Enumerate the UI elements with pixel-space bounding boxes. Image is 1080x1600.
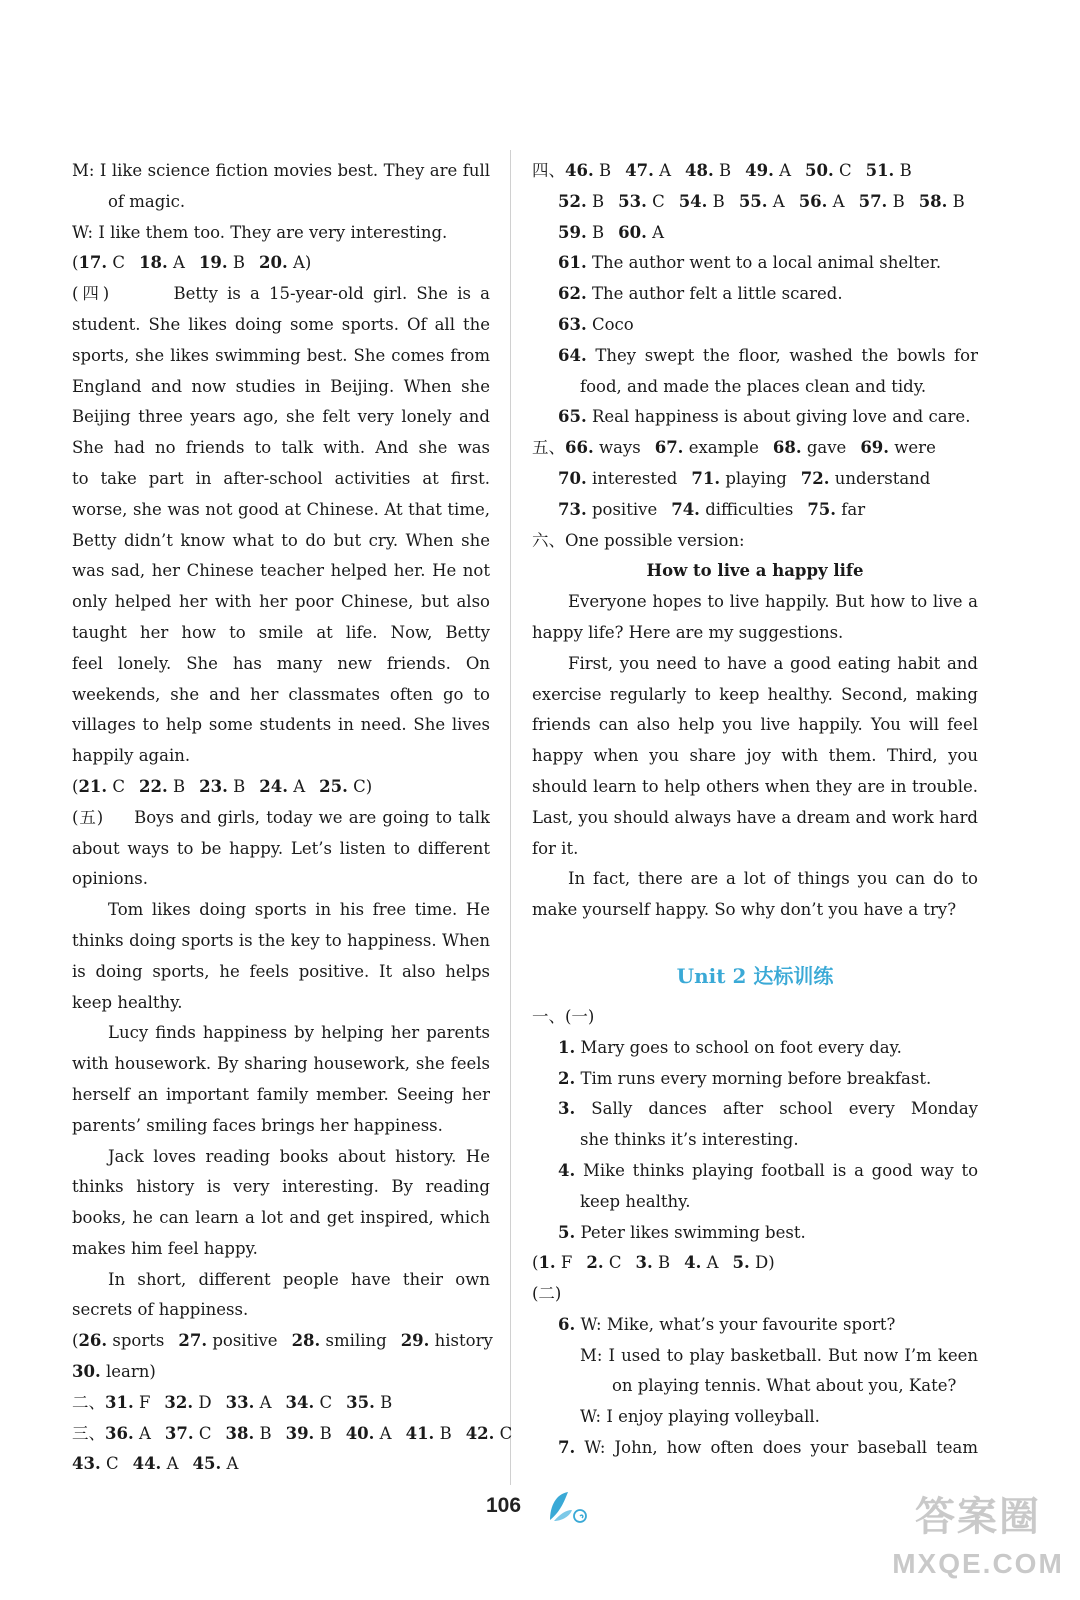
listening-item-cont: keep healthy.: [580, 1191, 691, 1211]
passage-line: worse, she was not good at Chinese. At that time,: [72, 499, 490, 519]
answer-key-section-3: 三、36. A 37. C 38. B 39. B 40. A 41. B 42. C: [72, 1423, 513, 1443]
listening-item: 4. Mike thinks playing football is a good way to: [558, 1160, 978, 1180]
listening-item: 1. Mary goes to school on foot every day.: [558, 1037, 902, 1057]
passage-line: In short, different people have their own: [108, 1269, 490, 1289]
watermark-logo: [888, 1490, 1068, 1596]
writing-section-label: 六、One possible version:: [532, 530, 745, 550]
watermark-text: 答案圈: [915, 1494, 1041, 1540]
section-marker: 四、: [532, 161, 565, 180]
passage-line: weekends, she and her classmates often go to: [72, 684, 490, 704]
dialogue-line: 6. W: Mike, what’s your favourite sport?: [558, 1314, 896, 1334]
right-column: [532, 156, 978, 1464]
essay-line: First, you need to have a good eating habit and: [568, 653, 978, 673]
answer-key-section-5-cont: 70. interested 71. playing 72. understand: [558, 468, 931, 488]
passage-line: to take part in after-school activities at first.: [72, 468, 490, 488]
essay-line: for it.: [532, 838, 579, 858]
listening-item: 5. Peter likes swimming best.: [558, 1222, 806, 1242]
answer-key-section-4-cont: 52. B 53. C 54. B 55. A 56. A 57. B 58. B: [558, 191, 965, 211]
section-marker: 三、: [72, 1423, 105, 1443]
answer-61: 61. The author went to a local animal shelter.: [558, 253, 942, 273]
passage-line: secrets of happiness.: [72, 1300, 249, 1320]
essay-line: happy when you share joy with them. Third, you: [532, 746, 978, 766]
answer-key-section-5: 五、66. ways 67. example 68. gave 69. were: [532, 438, 936, 458]
listening-item: 2. Tim runs every morning before breakfast.: [558, 1068, 932, 1088]
passage-line: books, he can learn a lot and get inspired, which: [72, 1208, 490, 1228]
listening-item-cont: she thinks it’s interesting.: [580, 1130, 799, 1150]
section-marker: 六、: [532, 530, 565, 550]
answer-key-section-4-cont: 59. B 60. A: [558, 222, 664, 242]
section-marker: 五、: [532, 438, 565, 458]
passage-line: parents’ smiling faces brings her happiness.: [72, 1115, 443, 1135]
passage-line: student. She likes doing some sports. Of all the: [72, 314, 490, 334]
dialogue-line: M: I like science fiction movies best. They are full: [72, 161, 490, 180]
dialogue-line: on playing tennis. What about you, Kate?: [612, 1376, 957, 1396]
essay-line: friends can also help you live happily. You will feel: [532, 715, 978, 735]
dialogue-line: 7. W: John, how often does your baseball team: [558, 1438, 978, 1458]
passage-line: (五) Boys and girls, today we are going to talk: [72, 807, 490, 827]
answer-key-1-5: (1. F 2. C 3. B 4. A 5. D): [532, 1253, 775, 1273]
left-column: [72, 156, 513, 1480]
answer-key-section-3-cont: 43. C 44. A 45. A: [72, 1454, 239, 1474]
passage-line: taught her how to smile at life. Now, Betty: [72, 622, 490, 642]
passage-line: thinks doing sports is the key to happiness. When: [72, 930, 490, 950]
dialogue-line: W: I enjoy playing volleyball.: [580, 1407, 820, 1427]
answer-key-section-5-cont: 73. positive 74. difficulties 75. far: [558, 499, 866, 519]
passage-line: She had no friends to talk with. And she was: [72, 438, 490, 458]
passage-line: only helped her with her poor Chinese, but also: [72, 592, 490, 612]
dialogue-line: of magic.: [108, 191, 186, 211]
unit-2-heading: Unit 2 达标训练: [676, 963, 834, 988]
essay-line: Everyone hopes to live happily. But how to live a: [568, 592, 978, 612]
passage-line: Tom likes doing sports in his free time. He: [108, 900, 490, 920]
watermark-url: MXQE.COM: [892, 1548, 1064, 1579]
answer-key-section-2: 二、31. F 32. D 33. A 34. C 35. B: [72, 1392, 393, 1412]
section-marker: (二): [532, 1284, 562, 1304]
passage-line: about ways to be happy. Let’s listen to different: [72, 838, 490, 858]
essay-line: Last, you should always have a dream and work hard: [532, 807, 978, 827]
essay-line: make yourself happy. So why don’t you have a try?: [532, 900, 957, 920]
passage-line: Betty didn’t know what to do but cry. When she: [72, 530, 490, 550]
passage-line: with housework. By sharing housework, she feels: [72, 1054, 490, 1074]
section-marker: (四): [72, 284, 110, 304]
dialogue-line: W: I like them too. They are very interesting.: [72, 222, 448, 242]
page-number: 106: [486, 1494, 522, 1517]
passage-line: Jack loves reading books about history. He: [108, 1146, 490, 1166]
passage-line: feel lonely. She has many new friends. On: [72, 653, 490, 673]
answer-key-21-25: (21. C 22. B 23. B 24. A 25. C): [72, 776, 373, 796]
passage-line: opinions.: [72, 869, 148, 889]
answer-key-17-20: (17. C 18. A 19. B 20. A): [72, 253, 312, 273]
passage-line: Lucy finds happiness by helping her parents: [108, 1023, 490, 1043]
passage-line: Beijing three years ago, she felt very lonely and: [72, 407, 490, 427]
essay-line: exercise regularly to keep healthy. Second, making: [532, 684, 978, 704]
passage-line: herself an important family member. Seeing her: [72, 1084, 490, 1104]
essay-line: In fact, there are a lot of things you can do to: [568, 869, 978, 889]
passage-line: happily again.: [72, 746, 191, 766]
answer-62: 62. The author felt a little scared.: [558, 284, 843, 304]
answer-64-cont: food, and made the places clean and tidy.: [580, 376, 927, 396]
answer-64: 64. They swept the floor, washed the bowls for: [558, 345, 978, 365]
section-marker: 二、: [72, 1392, 105, 1412]
answer-63: 63. Coco: [558, 314, 634, 334]
dialogue-line: M: I used to play basketball. But now I’m keen: [580, 1345, 978, 1365]
listening-item: 3. Sally dances after school every Monday: [558, 1099, 978, 1119]
answer-key-26-30: (26. sports 27. positive 28. smiling 29. history: [72, 1331, 493, 1351]
passage-line: villages to help some students in need. She lives: [72, 715, 490, 735]
section-marker: (五): [72, 807, 104, 827]
passage-line: keep healthy.: [72, 992, 183, 1012]
passage-line: is doing sports, he feels positive. It also helps: [72, 961, 490, 981]
answer-65: 65. Real happiness is about giving love and care.: [558, 407, 971, 427]
essay-line: should learn to help others when they are in trouble.: [532, 776, 978, 796]
passage-line: England and now studies in Beijing. When she: [72, 376, 490, 396]
answer-key-section-4: 四、46. B 47. A 48. B 49. A 50. C 51. B: [532, 161, 912, 180]
essay-line: happy life? Here are my suggestions.: [532, 622, 844, 642]
passage-line: sports, she likes swimming best. She comes from: [72, 345, 490, 365]
passage-line: was sad, her Chinese teacher helped her. He not: [72, 561, 490, 581]
answer-key-26-30-cont: 30. learn): [72, 1362, 156, 1382]
essay-title: How to live a happy life: [646, 561, 864, 581]
column-divider: [510, 150, 511, 1485]
passage-line: thinks history is very interesting. By reading: [72, 1177, 490, 1197]
passage-line: (四) Betty is a 15-year-old girl. She is a: [72, 284, 490, 304]
leaf-ornament-icon: [546, 1488, 592, 1524]
passage-line: makes him feel happy.: [72, 1238, 258, 1258]
section-marker: 一、(一): [532, 1006, 595, 1026]
